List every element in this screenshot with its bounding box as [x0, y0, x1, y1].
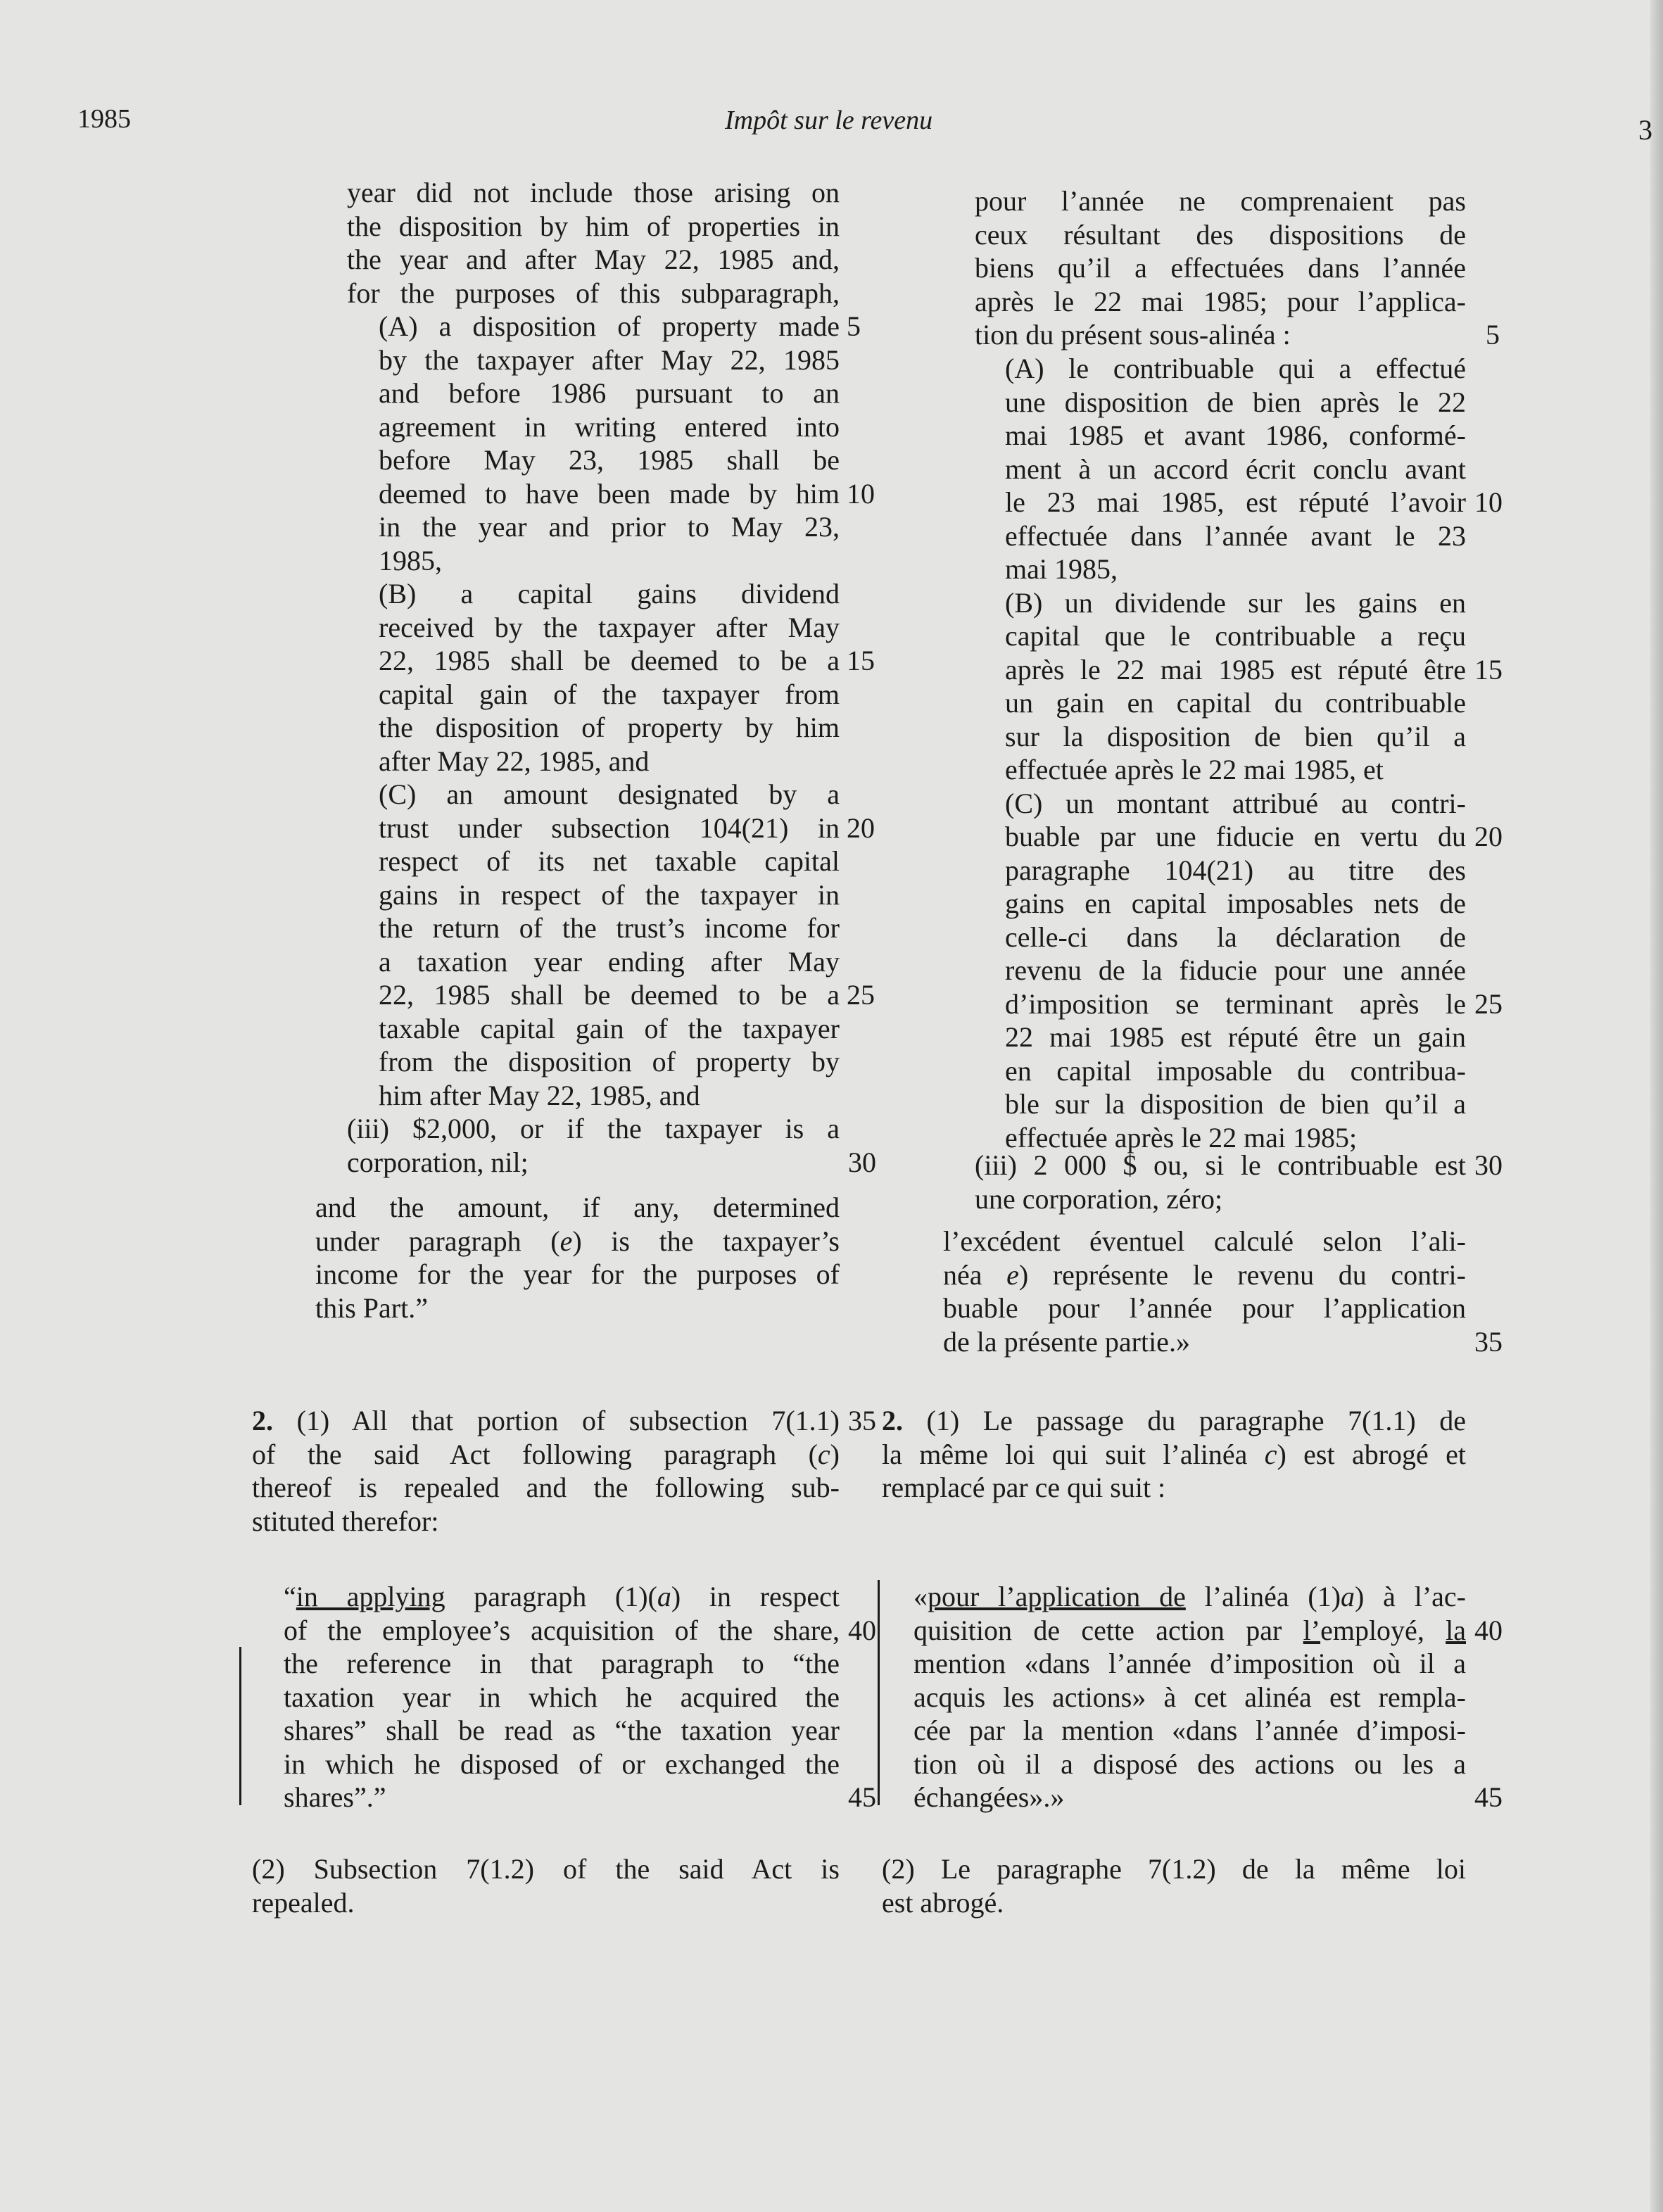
- line-number: 25: [1474, 987, 1503, 1020]
- text-line: 1985,: [379, 544, 442, 576]
- text-line: repealed.: [252, 1886, 355, 1919]
- text-line: in the year and prior to May 23,: [379, 511, 840, 543]
- text-fragment: ) is the taxpayer’s: [572, 1225, 840, 1257]
- text-line: une disposition de bien après le 22: [1005, 386, 1466, 418]
- line-number: 20: [847, 811, 875, 844]
- underlined-text: l’: [1303, 1614, 1321, 1646]
- left-closing-paragraph: [315, 1191, 840, 1325]
- text-line: the return of the trust’s income for: [379, 912, 840, 944]
- section-2-english: [252, 1404, 876, 1538]
- text-line: gains en capital imposables nets de: [1005, 887, 1466, 919]
- text-line: trust under subsection 104(21) in: [379, 811, 840, 844]
- text-line: agreement in writing entered into: [379, 410, 840, 443]
- text-line: est abrogé.: [882, 1886, 1004, 1919]
- text-line: ment à un accord écrit conclu avant: [1005, 453, 1466, 485]
- text-line: une corporation, zéro;: [975, 1182, 1223, 1215]
- underlined-text: in applying: [296, 1581, 445, 1612]
- italic-letter: a: [657, 1581, 671, 1612]
- text-line: by the taxpayer after May 22, 1985: [379, 343, 840, 376]
- text-line: revenu de la fiducie pour une année: [1005, 954, 1466, 986]
- text-line: shares” shall be read as “the taxation year: [284, 1714, 840, 1746]
- text-line: respect of its net taxable capital: [379, 845, 840, 877]
- text-fragment: quisition de cette action par: [913, 1614, 1303, 1646]
- text-line: gains in respect of the taxpayer in: [379, 878, 840, 911]
- text-fragment: paragraph (1)(: [445, 1581, 657, 1612]
- text-line: (B) a capital gains dividend: [379, 578, 840, 609]
- text-line: buable pour l’année pour l’application: [943, 1292, 1466, 1324]
- text-line: (2) Subsection 7(1.2) of the said Act is: [252, 1853, 840, 1885]
- text-line: year did not include those arising on: [347, 177, 840, 208]
- text-line: un gain en capital du contribuable: [1005, 687, 1466, 719]
- text-line: biens qu’il a effectuées dans l’année: [975, 252, 1466, 284]
- text-fragment: néa: [943, 1258, 1007, 1291]
- text-line: en capital imposable du contribua-: [1005, 1054, 1466, 1087]
- line-number: 15: [847, 645, 875, 676]
- left-clauses: [379, 310, 875, 1112]
- change-bar-left: [239, 1647, 241, 1805]
- text-line: capital que le contribuable a reçu: [1005, 620, 1466, 652]
- line-number: 30: [1474, 1149, 1503, 1181]
- text-line: this Part.”: [315, 1291, 428, 1324]
- text-line: (A) le contribuable qui a effectué: [1005, 353, 1466, 384]
- text-line: échangées».»: [913, 1781, 1065, 1813]
- right-subparagraph: [975, 184, 1500, 352]
- text-line: pour l’année ne comprenaient pas: [975, 185, 1466, 217]
- text-line: for the purposes of this subparagraph,: [347, 277, 840, 309]
- text-line: ceux résultant des dispositions de: [975, 218, 1466, 251]
- text-fragment: employé,: [1320, 1614, 1446, 1646]
- text-line: stituted therefor:: [252, 1505, 439, 1537]
- text-line: après le 22 mai 1985; pour l’applica-: [975, 285, 1466, 317]
- text-line: mai 1985,: [1005, 553, 1118, 585]
- text-line: the disposition of property by him: [379, 712, 840, 743]
- line-number: 35: [1474, 1325, 1503, 1358]
- text-fragment: (1) All that portion of subsection 7(1.1): [273, 1405, 840, 1436]
- text-line: 22, 1985 shall be deemed to be a: [379, 645, 840, 676]
- line-number: 30: [848, 1146, 876, 1178]
- text-line: acquis les actions» à cet alinéa est rempla-: [913, 1681, 1466, 1713]
- text-line: the year and after May 22, 1985 and,: [347, 244, 840, 275]
- header-year: 1985: [77, 104, 131, 134]
- line-number: 25: [847, 979, 875, 1011]
- text-line: mention «dans l’année d’imposition où il a: [913, 1648, 1466, 1679]
- text-fragment: la même loi qui suit l’alinéa: [882, 1438, 1265, 1470]
- text-line: cée par la mention «dans l’année d’imposi-: [913, 1714, 1466, 1746]
- text-line: (A) a disposition of property made: [379, 310, 840, 342]
- text-line: (C) an amount designated by a: [379, 778, 840, 810]
- text-fragment: ): [830, 1438, 840, 1470]
- line-number: 20: [1474, 821, 1503, 852]
- text-line: taxable capital gain of the taxpayer: [379, 1012, 840, 1044]
- quoted-text-english: [284, 1580, 876, 1814]
- text-line: taxation year in which he acquired the: [284, 1681, 840, 1713]
- text-fragment: of the said Act following paragraph (: [252, 1438, 818, 1470]
- text-line: and the amount, if any, determined: [315, 1192, 840, 1223]
- italic-letter: c: [1264, 1438, 1277, 1470]
- right-subparagraph-iii: [975, 1149, 1503, 1215]
- italic-letter: e: [1006, 1258, 1019, 1291]
- text-line: thereof is repealed and the following sub-: [252, 1472, 840, 1503]
- subsection-2-french: [882, 1852, 1466, 1919]
- italic-letter: a: [1341, 1581, 1355, 1612]
- text-fragment: ) à l’ac-: [1355, 1581, 1466, 1612]
- text-line: (B) un dividende sur les gains en: [1005, 586, 1466, 619]
- line-number: 5: [1486, 319, 1500, 350]
- text-line: and before 1986 pursuant to an: [379, 377, 840, 409]
- line-number: 45: [848, 1781, 876, 1813]
- text-line: effectuée après le 22 mai 1985;: [1005, 1121, 1358, 1154]
- page-edge-shadow: [1650, 0, 1663, 2212]
- line-number: 10: [1474, 486, 1503, 518]
- text-line: l’excédent éventuel calculé selon l’ali-: [943, 1225, 1466, 1257]
- line-number: 15: [1474, 653, 1503, 685]
- text-line: (2) Le paragraphe 7(1.2) de la même loi: [882, 1853, 1466, 1885]
- text-line: in which he disposed of or exchanged the: [284, 1748, 840, 1780]
- change-bar-center: [878, 1580, 880, 1805]
- text-line: remplacé par ce qui suit :: [882, 1472, 1166, 1503]
- line-number: 10: [847, 477, 875, 510]
- section-2-french: [882, 1404, 1466, 1505]
- text-line: tion du présent sous-alinéa :: [975, 319, 1291, 350]
- subsection-2-english: [252, 1852, 840, 1919]
- quote-mark: “: [284, 1581, 296, 1612]
- text-line: après le 22 mai 1985 est réputé être: [1005, 653, 1466, 685]
- underlined-text: pour l’application de: [928, 1581, 1186, 1612]
- text-line: a taxation year ending after May: [379, 945, 840, 978]
- text-line: shares”.”: [284, 1781, 386, 1813]
- text-line: celle-ci dans la déclaration de: [1005, 921, 1466, 953]
- text-line: corporation, nil;: [347, 1146, 529, 1178]
- text-line: income for the year for the purposes of: [315, 1258, 840, 1290]
- text-line: paragraphe 104(21) au titre des: [1005, 854, 1466, 886]
- text-line: before May 23, 1985 shall be: [379, 444, 840, 476]
- line-number: 45: [1474, 1781, 1503, 1813]
- text-line: buable par une fiducie en vertu du: [1005, 821, 1466, 852]
- quote-mark: «: [913, 1581, 928, 1612]
- text-line: de la présente partie.»: [943, 1325, 1190, 1358]
- text-line: 22, 1985 shall be deemed to be a: [379, 979, 840, 1011]
- text-line: deemed to have been made by him: [379, 477, 840, 510]
- right-closing-paragraph: [943, 1225, 1503, 1358]
- text-line: d’imposition se terminant après le: [1005, 987, 1466, 1020]
- section-number: 2.: [882, 1405, 903, 1436]
- left-subparagraph: [347, 176, 840, 310]
- text-line: le 23 mai 1985, est réputé l’avoir: [1005, 486, 1466, 518]
- text-line: (C) un montant attribué au contri-: [1005, 787, 1466, 819]
- text-line: ble sur la disposition de bien qu’il a: [1005, 1088, 1466, 1120]
- text-fragment: (1) Le passage du paragraphe 7(1.1) de: [903, 1405, 1466, 1436]
- header-title: Impôt sur le revenu: [725, 106, 933, 135]
- right-clauses: [1005, 352, 1503, 1154]
- text-fragment: under paragraph (: [315, 1225, 560, 1257]
- italic-letter: c: [817, 1438, 830, 1470]
- italic-letter: e: [559, 1225, 573, 1257]
- section-number: 2.: [252, 1405, 273, 1436]
- quoted-text-french: [913, 1580, 1503, 1814]
- text-fragment: ) représente le revenu du contri-: [1018, 1258, 1466, 1291]
- text-line: tion où il a disposé des actions ou les a: [913, 1748, 1466, 1780]
- text-line: effectuée après le 22 mai 1985, et: [1005, 754, 1384, 785]
- line-number: 40: [848, 1614, 876, 1646]
- line-number: 5: [847, 310, 861, 342]
- text-line: after May 22, 1985, and: [379, 745, 650, 777]
- text-line: of the employee’s acquisition of the share,: [284, 1614, 840, 1646]
- text-fragment: ) in respect: [671, 1581, 840, 1612]
- text-line: effectuée dans l’année avant le 23: [1005, 519, 1466, 552]
- text-line: capital gain of the taxpayer from: [379, 678, 840, 710]
- text-line: the reference in that paragraph to “the: [284, 1648, 840, 1679]
- text-fragment: l’alinéa (1): [1185, 1581, 1341, 1612]
- text-fragment: ) est abrogé et: [1277, 1438, 1467, 1470]
- page-number: 3: [1638, 114, 1652, 146]
- text-line: the disposition by him of properties in: [347, 210, 840, 242]
- text-line: from the disposition of property by: [379, 1046, 840, 1077]
- line-number: 40: [1474, 1614, 1503, 1646]
- text-line: received by the taxpayer after May: [379, 611, 840, 643]
- text-line: mai 1985 et avant 1986, conformé-: [1005, 419, 1466, 451]
- underlined-text: la: [1446, 1614, 1466, 1646]
- text-line: 22 mai 1985 est réputé être un gain: [1005, 1021, 1466, 1053]
- line-number: 35: [848, 1405, 876, 1436]
- text-line: sur la disposition de bien qu’il a: [1005, 720, 1466, 752]
- text-line: (iii) 2 000 $ ou, si le contribuable est: [975, 1149, 1466, 1181]
- text-line: (iii) $2,000, or if the taxpayer is a: [347, 1113, 840, 1144]
- left-subparagraph-iii: [347, 1112, 876, 1179]
- text-line: him after May 22, 1985, and: [379, 1079, 700, 1111]
